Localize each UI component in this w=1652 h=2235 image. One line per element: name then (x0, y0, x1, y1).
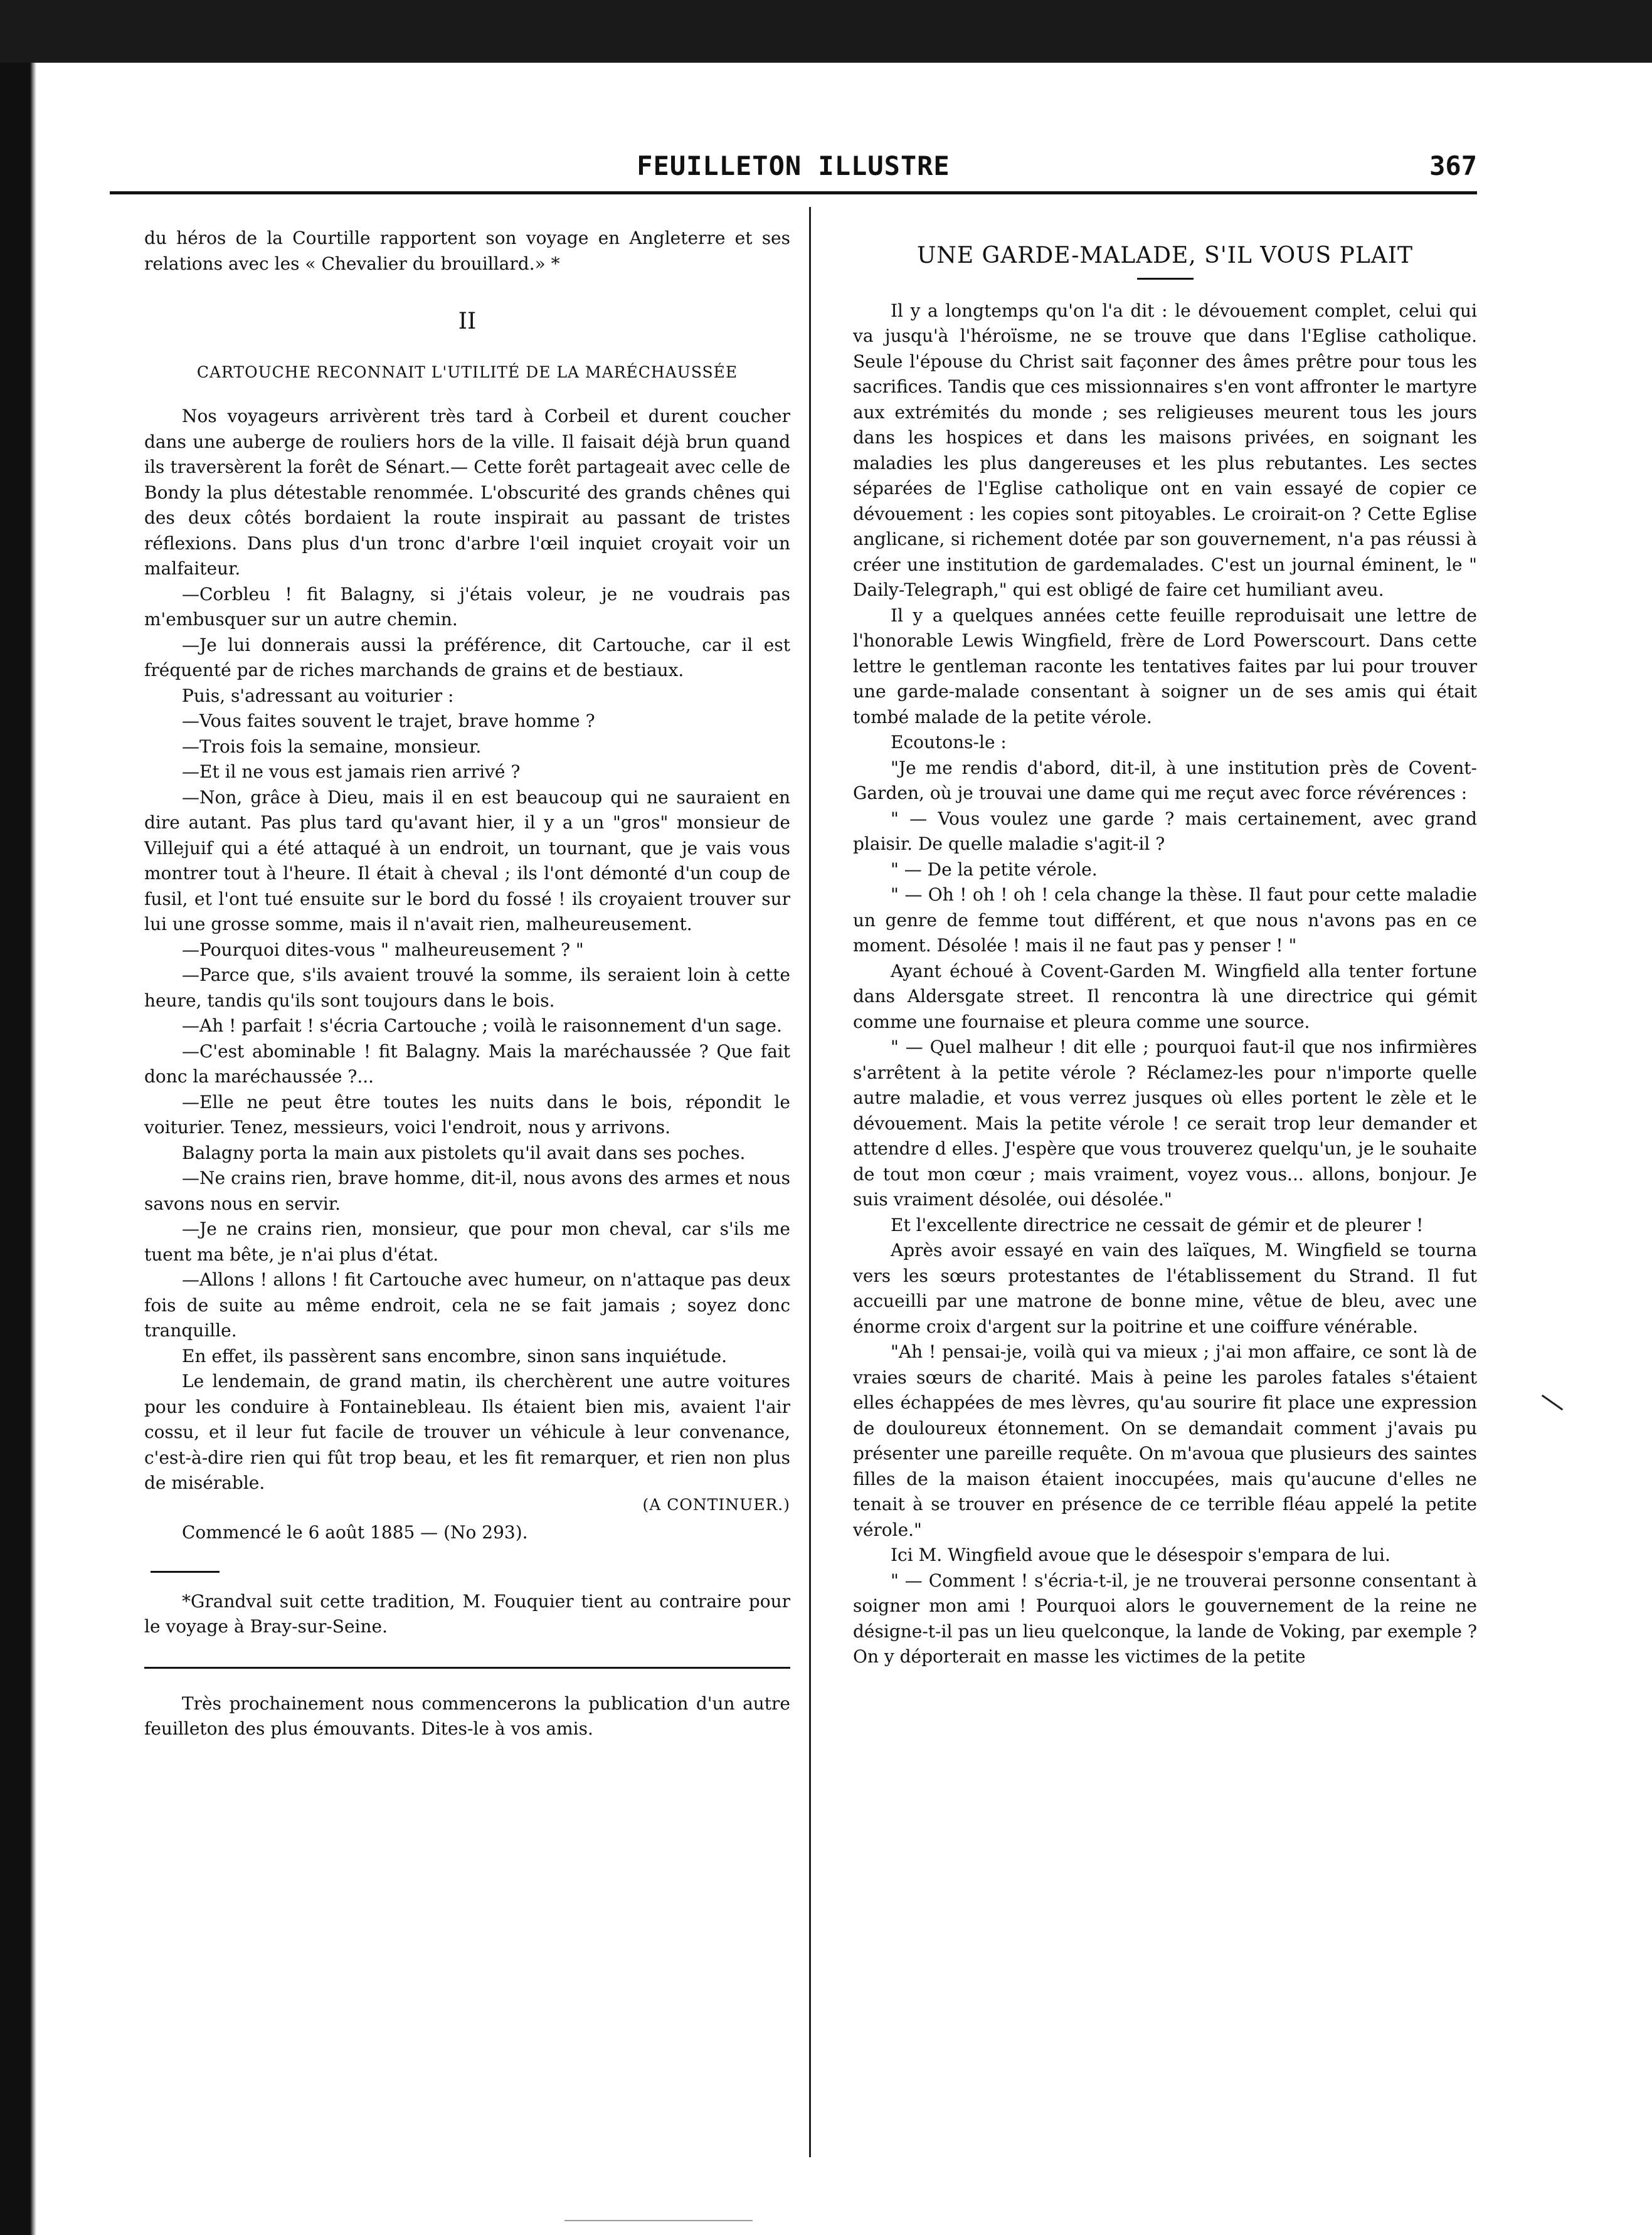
paragraph: —Allons ! allons ! fit Cartouche avec humeur, on n'attaque pas deux fois de suite au même endroit, cela ne se fait jamais ; soyez donc tranquille. (144, 1269, 790, 1341)
title-rule (1137, 278, 1194, 280)
paragraph: —Trois fois la semaine, monsieur. (182, 736, 482, 757)
paragraph: Il y a quelques années cette feuille reproduisait une lettre de l'honorable Lewis Wingfield, frère de Lord Powerscourt. Dans cette lettre le gentleman raconte les tentatives faites par lui pour trouver une garde-malade consentant à soigner un de ses amis qui était tombé malade de la petite vérole. (853, 605, 1477, 727)
left-column (144, 226, 790, 1741)
paragraph: Balagny porta la main aux pistolets qu'il avait dans ses poches. (182, 1142, 746, 1163)
scan-left-edge (0, 63, 36, 2235)
article-title: UNE GARDE-MALADE, S'IL VOUS PLAIT (916, 243, 1413, 268)
paragraph: "Ah ! pensai-je, voilà qui va mieux ; j'ai mon affaire, ce sont là de vraies sœurs de charité. Mais à peine les paroles fatales s'étaient elles échappées de mes lèvres, qu'au sourire fit place une expression de douloureux étonnement. On se demandait comment j'avais pu présenter une pareille requête. On m'avoua que plusieurs des saintes filles de la maison étaient inoccupées, mais qu'aucune d'elles ne tenait à se trouver en présence de ce terrible fléau appelé la petite vérole." (853, 1341, 1477, 1540)
paragraph: —Ne crains rien, brave homme, dit-il, nous avons des armes et nous savons nous en servir. (144, 1168, 790, 1214)
paragraph: Ayant échoué à Covent-Garden M. Wingfield alla tenter fortune dans Aldersgate street. Il rencontra là une directrice qui gémit comme une fournaise et pleura comme une source. (853, 960, 1477, 1032)
announcement: Très prochainement nous commencerons la publication d'un autre feuilleton des plus émouvants. Dites-le à vos amis. (144, 1693, 790, 1739)
page-header (110, 144, 1477, 188)
chapter-number: II (458, 309, 477, 334)
right-column (853, 226, 1477, 1670)
header-rule (110, 191, 1477, 194)
paragraph: —Non, grâce à Dieu, mais il en est beaucoup qui ne sauraient en dire autant. Pas plus tard qu'avant hier, il y a un "gros" monsieur de Villejuif qui a été attaqué à un endroit, un tournant, que je vais vous montrer tout à l'heure. Il était à cheval ; ils l'ont démonté d'un coup de fusil, et l'ont tué ensuite sur le bord du fossé ! ils croyaient trouver sur lui une grosse somme, mais il n'avait rien, malheureusement. (144, 786, 790, 934)
page-number: 367 (1429, 151, 1477, 181)
paragraph: Ici M. Wingfield avoue que le désespoir s'empara de lui. (891, 1545, 1390, 1565)
paragraph: Le lendemain, de grand matin, ils cherchèrent une autre voitures pour les conduire à Fontainebleau. Ils étaient bien mis, avaient l'air cossu, et il leur fut facile de trouver un véhicule à leur convenance, c'est-à-dire rien qui fût trop beau, et les fit remarquer, et rien non plus de misérable. (144, 1371, 790, 1493)
paragraph: —Je ne crains rien, monsieur, que pour mon cheval, car s'ils me tuent ma bête, je n'ai plus d'état. (144, 1218, 790, 1265)
running-title: FEUILLETON ILLUSTRE (637, 151, 950, 181)
paragraph: —Pourquoi dites-vous " malheureusement ? " (182, 939, 584, 960)
paragraph: "Je me rendis d'abord, dit-il, à une institution près de Covent-Garden, où je trouvai une dame qui me reçut avec force révérences : (853, 757, 1477, 803)
paragraph: En effet, ils passèrent sans encombre, sinon sans inquiétude. (182, 1345, 728, 1366)
paragraph: " — Quel malheur ! dit elle ; pourquoi faut-il que nos infirmières s'arrêtent à la petite vérole ? Réclamez-les pour n'importe quelle autre maladie, et vous verrez jusques où elles portent le zèle et le dévouement. Mais la petite vérole ! ce serait trop leur demander et attendre d elles. J'espère que vous trouverez quelqu'un, je le souhaite de tout mon cœur ; mais vraiment, voyez vous... allons, bonjour. Je suis vraiment désolée, oui désolée." (853, 1037, 1477, 1210)
section-rule (144, 1667, 790, 1669)
to-be-continued: (A CONTINUER.) (642, 1495, 790, 1514)
paragraph: —Ah ! parfait ! s'écria Cartouche ; voilà le raisonnement d'un sage. (182, 1015, 782, 1036)
paragraph: —Vous faites souvent le trajet, brave homme ? (182, 711, 595, 731)
margin-mark (1542, 1395, 1563, 1410)
chapter-title: CARTOUCHE RECONNAIT L'UTILITÉ DE LA MARÉCHAUSSÉE (196, 362, 738, 381)
paragraph: Ecoutons-le : (891, 732, 1007, 753)
paragraph: Et l'excellente directrice ne cessait de gémir et de pleurer ! (891, 1214, 1424, 1235)
footnote-rule (151, 1571, 220, 1573)
paragraph: —Et il ne vous est jamais rien arrivé ? (182, 761, 521, 782)
paragraph: Puis, s'adressant au voiturier : (182, 685, 454, 706)
paragraph: Il y a longtemps qu'on l'a dit : le dévouement complet, celui qui va jusqu'à l'héroïsme, ne se trouve que dans l'Eglise catholique. Seule l'épouse du Christ sait façonner des âmes prêtre pour tous les sacrifices. Tandis que ces missionnaires s'en vont affronter le martyre aux extrémités du monde ; ses religieuses meurent tous les jours dans les hospices et dans les maisons privées, en soignant les maladies les plus dangereuses et les plus rebutantes. Les sectes séparées de l'Eglise catholique ont en vain essayé de copier ce dévouement : les copies sont pitoyables. Le croirait-on ? Cette Eglise anglicane, si richement dotée par son gouvernement, n'a pas réussi à créer une institution de gardemalades. C'est un journal éminent, le " Daily-Telegraph," qui est obligé de faire cet humiliant aveu. (853, 300, 1477, 600)
paragraph: —Corbleu ! fit Balagny, si j'étais voleur, je ne voudrais pas m'embusquer sur un autre chemin. (144, 583, 790, 630)
intro-paragraph: du héros de la Courtille rapportent son voyage en Angleterre et ses relations avec les « Chevalier du brouillard.» * (144, 228, 790, 274)
paragraph: Après avoir essayé en vain des laïques, M. Wingfield se tourna vers les sœurs protestantes de l'établissement du Strand. Il fut accueilli par une matrone de bonne mine, vêtue de bleu, avec une énorme croix d'argent sur la poitrine et une coiffure vénérable. (853, 1240, 1477, 1337)
paragraph: " — Comment ! s'écria-t-il, je ne trouverai personne consentant à soigner mon ami ! Pourquoi alors le gouvernement de la reine ne désigne-t-il pas un lieu quelconque, la lande de Voking, par exemple ? On y déporterait en masse les victimes de la petite (853, 1570, 1477, 1667)
paragraph: —Elle ne peut être toutes les nuits dans le bois, répondit le voiturier. Tenez, messieurs, voici l'endroit, nous y arrivons. (144, 1091, 790, 1138)
scan-top-edge (0, 0, 1652, 63)
paragraph: —Parce que, s'ils avaient trouvé la somme, ils seraient loin à cette heure, tandis qu'ils sont toujours dans le bois. (144, 964, 790, 1011)
footnote: *Grandval suit cette tradition, M. Fouquier tient au contraire pour le voyage à Bray-sur-Seine. (144, 1590, 790, 1637)
column-divider (809, 207, 811, 2157)
commenced-note: Commencé le 6 août 1885 — (No 293). (182, 1522, 528, 1543)
paragraph: " — Vous voulez une garde ? mais certainement, avec grand plaisir. De quelle maladie s'agit-il ? (853, 808, 1477, 854)
paragraph: —C'est abominable ! fit Balagny. Mais la maréchaussée ? Que fait donc la maréchaussée ?... (144, 1040, 790, 1087)
paragraph: —Je lui donnerais aussi la préférence, dit Cartouche, car il est fréquenté par de riches marchands de grains et de bestiaux. (144, 634, 790, 680)
paragraph: " — De la petite vérole. (891, 859, 1098, 880)
paragraph: Nos voyageurs arrivèrent très tard à Corbeil et durent coucher dans une auberge de rouliers hors de la ville. Il faisait déjà brun quand ils traversèrent la forêt de Sénart.— Cette forêt partageait avec celle de Bondy la plus détestable renommée. L'obscurité des grands chênes qui des deux côtés bordaient la route inspirait au passant de tristes réflexions. Dans plus d'un tronc d'arbre l'œil inquiet croyait voir un malfaiteur. (144, 406, 790, 579)
paragraph: " — Oh ! oh ! oh ! cela change la thèse. Il faut pour cette maladie un genre de femme tout différent, et que nous n'avons pas en ce moment. Désolée ! mais il ne faut pas y penser ! " (853, 884, 1477, 956)
scan-bottom-mark (564, 2220, 753, 2221)
